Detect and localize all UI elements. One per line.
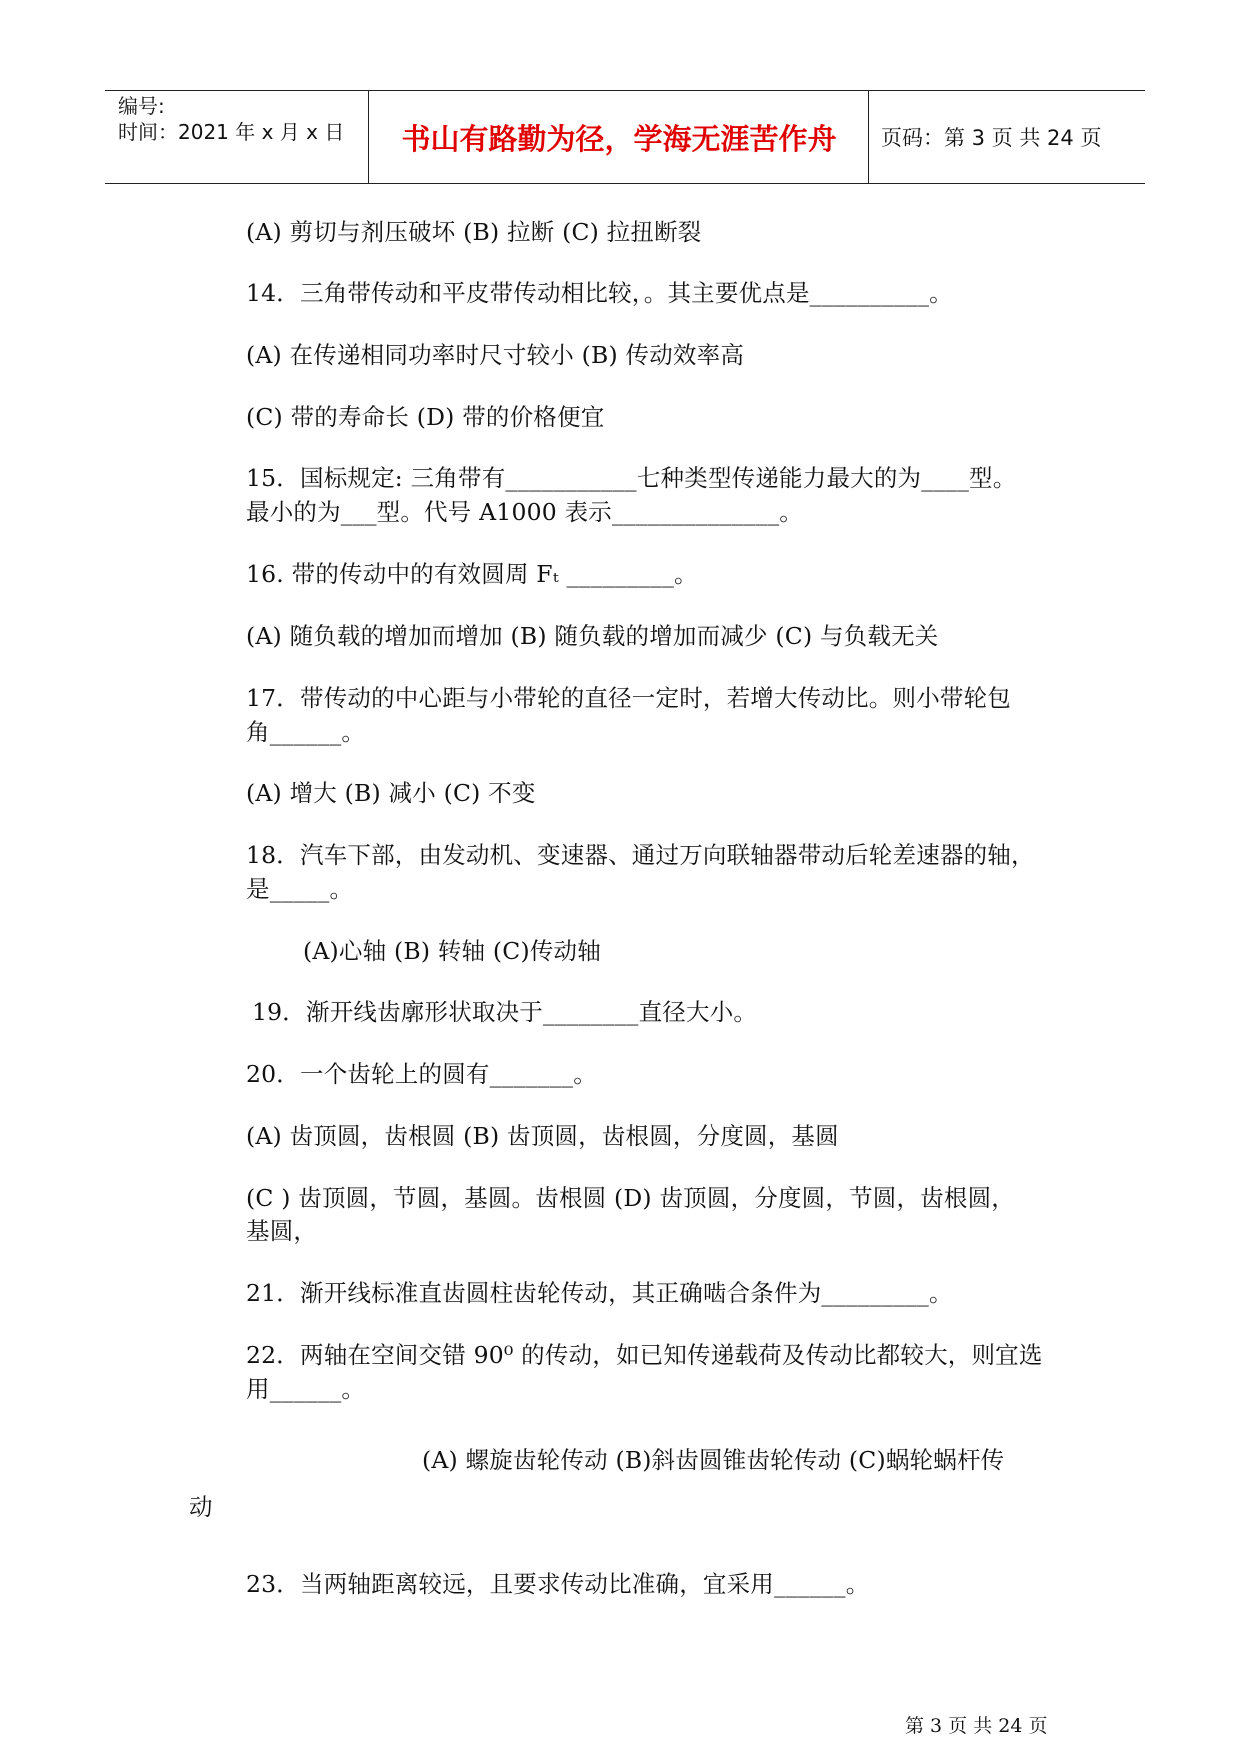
text-line: (A) 剪切与剂压破坏 (B) 拉断 (C) 拉扭断裂 <box>246 218 702 246</box>
text-line: 是_____。 <box>246 875 354 903</box>
text-line: 用______。 <box>246 1375 366 1403</box>
text-line: (C) 带的寿命长 (D) 带的价格便宜 <box>246 403 605 431</box>
page-footer: 第 3 页 共 24 页 <box>905 1715 1048 1737</box>
header-meta <box>105 91 369 183</box>
date-label: 时间：2021 年 x 月 x 日 <box>118 120 345 144</box>
text-line: 16. 带的传动中的有效圆周 Fₜ _________。 <box>246 560 698 588</box>
text-line: 最小的为___型。代号 A1000 表示______________。 <box>246 498 803 526</box>
text-line: 动 <box>189 1493 213 1521</box>
text-line: 14．三角带传动和平皮带传动相比较，。其主要优点是__________。 <box>246 279 953 307</box>
text-line: 21．渐开线标准直齿圆柱齿轮传动，其正确啮合条件为_________。 <box>246 1279 953 1307</box>
text-line: 19．渐开线齿廓形状取决于________直径大小。 <box>252 998 758 1026</box>
text-line: 18．汽车下部，由发动机、变速器、通过万向联轴器带动后轮差速器的轴， <box>246 841 1035 869</box>
text-line: (A)心轴 (B) 转轴 (C)传动轴 <box>303 937 601 965</box>
text-line: 23．当两轴距离较远，且要求传动比准确，宜采用______。 <box>246 1570 870 1598</box>
text-line: 15．国标规定: 三角带有___________七种类型传递能力最大的为____型。 <box>246 464 1017 492</box>
text-line: 基圆， <box>246 1217 318 1245</box>
text-line: (A) 随负载的增加而增加 (B) 随负载的增加而减少 (C) 与负载无关 <box>246 622 939 650</box>
text-line: (A) 齿顶圆，齿根圆 (B) 齿顶圆，齿根圆，分度圆，基圆 <box>246 1122 839 1150</box>
text-line: 20．一个齿轮上的圆有_______。 <box>246 1060 597 1088</box>
text-line: (A) 增大 (B) 减小 (C) 不变 <box>246 779 536 807</box>
header-page-label: 页码：第 3 页 共 24 页 <box>881 126 1102 150</box>
text-line: 22．两轴在空间交错 90⁰ 的传动，如已知传递载荷及传动比都较大，则宜选 <box>246 1341 1043 1369</box>
text-line: 角______。 <box>246 718 366 746</box>
text-line: (C ) 齿顶圆，节圆，基圆。齿根圆 (D) 齿顶圆，分度圆，节圆，齿根圆， <box>246 1184 1015 1212</box>
header-motto: 书山有路勤为径，学海无涯苦作舟 <box>370 91 869 183</box>
text-line: (A) 在传递相同功率时尺寸较小 (B) 传动效率高 <box>246 341 745 369</box>
text-line: 17．带传动的中心距与小带轮的直径一定时，若增大传动比。则小带轮包 <box>246 684 1012 712</box>
page-header <box>105 90 1145 184</box>
serial-number-label: 编号: <box>118 94 165 118</box>
text-line: (A) 螺旋齿轮传动 (B)斜齿圆锥齿轮传动 (C)蜗轮蜗杆传 <box>422 1446 1005 1474</box>
